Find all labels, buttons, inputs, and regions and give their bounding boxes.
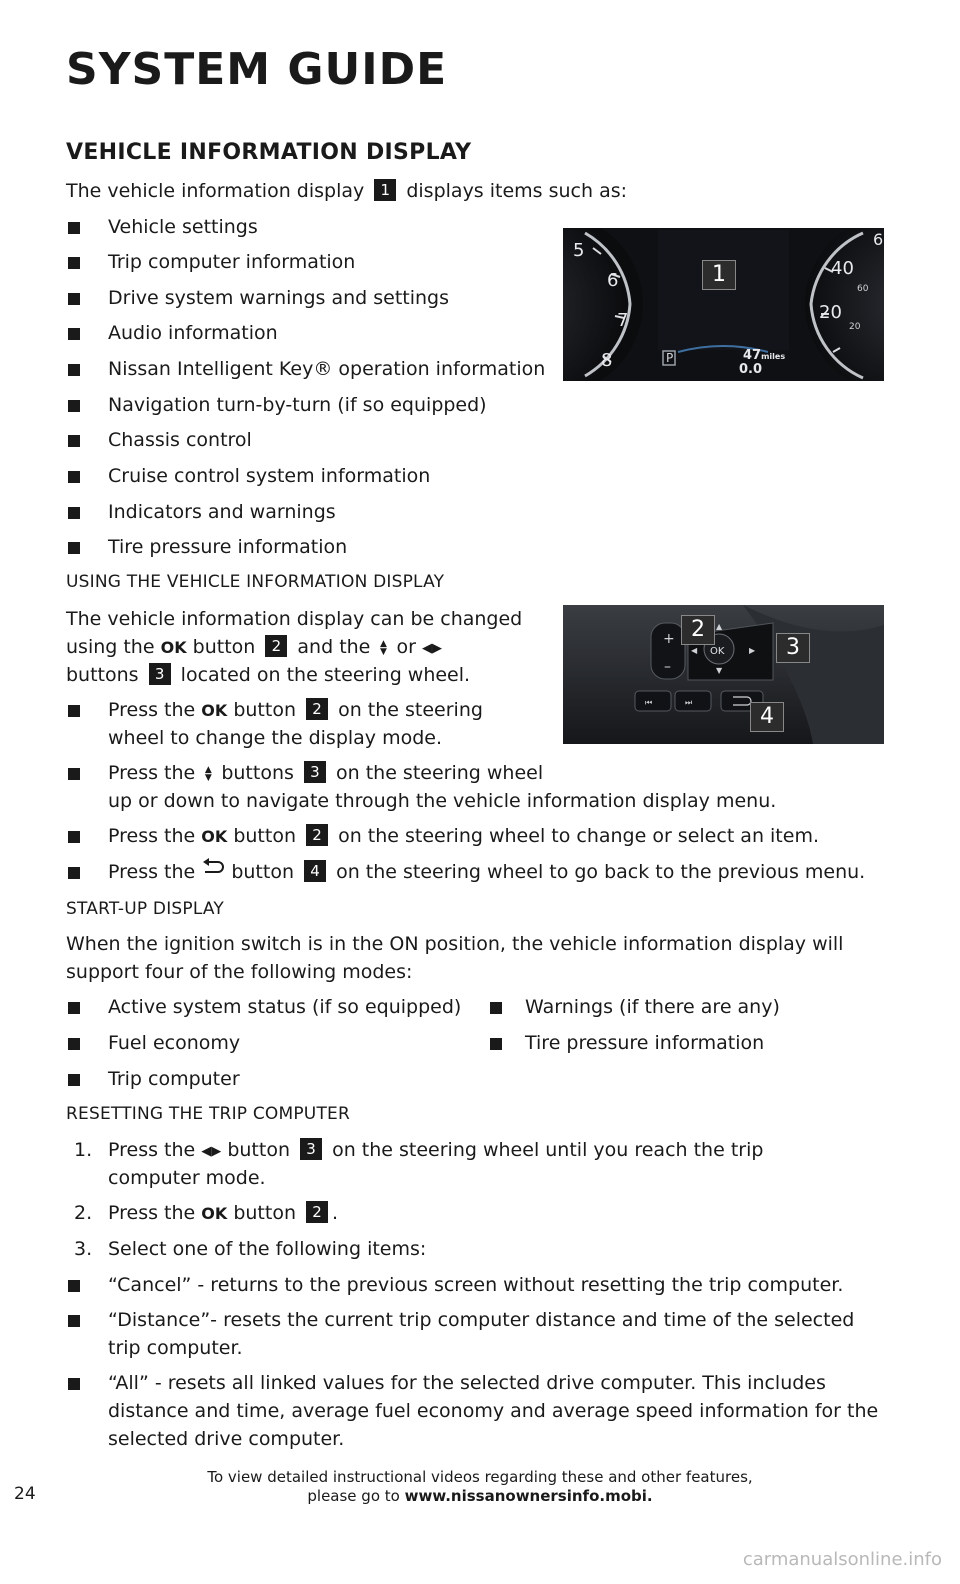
list-item: Audio information	[108, 322, 278, 344]
intro-text-end: displays items such as:	[406, 180, 628, 202]
callout-badge-4: 4	[304, 860, 326, 882]
svg-text:⏮: ⏮	[645, 698, 653, 707]
bullet-icon	[68, 257, 80, 269]
list-item: Indicators and warnings	[108, 501, 336, 523]
startup-heading: START-UP DISPLAY	[66, 899, 225, 919]
bullet-icon	[68, 293, 80, 305]
page-header: SYSTEM GUIDE	[66, 44, 448, 95]
bullet-icon	[68, 1038, 80, 1050]
list-item: Tire pressure information	[108, 536, 348, 558]
using-bullet-2	[108, 759, 543, 787]
section-title: VEHICLE INFORMATION DISPLAY	[66, 140, 472, 165]
callout-4: 4	[750, 702, 784, 732]
speedo-small-label: 60	[857, 284, 869, 294]
text: button	[233, 825, 296, 847]
reset-option-all: “All” - resets all linked values for the selected drive computer. This includes	[108, 1372, 826, 1394]
bullet-icon	[68, 1002, 80, 1014]
step-number: 3.	[74, 1238, 93, 1260]
reset-option-distance-cont: trip computer.	[108, 1337, 243, 1359]
ok-label: OK	[160, 638, 187, 657]
tach-label: 8	[601, 350, 613, 371]
text: on the steering wheel to change or select an item.	[338, 825, 819, 847]
callout-badge-1: 1	[374, 179, 396, 201]
list-item: Trip computer information	[108, 251, 356, 273]
bullet-icon	[68, 328, 80, 340]
text: button	[233, 1202, 296, 1224]
callout-badge-2: 2	[306, 824, 328, 846]
using-line-2	[66, 633, 442, 663]
ok-label: OK	[201, 1204, 228, 1223]
text: Press the	[108, 1202, 196, 1224]
left-right-arrows-icon: ◀▶	[201, 1144, 222, 1159]
bullet-icon	[68, 222, 80, 234]
list-item: Warnings (if there are any)	[525, 996, 780, 1018]
text: using the	[66, 636, 155, 658]
callout-1: 1	[702, 260, 736, 290]
intro-line	[66, 177, 627, 205]
speedo-label: 40	[831, 258, 854, 279]
text: buttons	[66, 664, 139, 686]
bullet-icon	[490, 1038, 502, 1050]
text: Press the	[108, 762, 196, 784]
text: on the steering	[338, 699, 483, 721]
list-item: Trip computer	[108, 1068, 240, 1090]
callout-2: 2	[681, 615, 715, 645]
gear-indicator: P	[666, 351, 674, 365]
using-bullet-1	[108, 696, 483, 725]
using-line-3	[66, 661, 470, 689]
callout-3: 3	[776, 633, 810, 663]
svg-text:◀: ◀	[691, 646, 698, 655]
miles-value: 47	[743, 348, 762, 363]
bullet-icon	[68, 1378, 80, 1390]
intro-text: The vehicle information display	[66, 180, 365, 202]
reset-option-distance: “Distance”- resets the current trip computer distance and time of the selected	[108, 1309, 855, 1331]
bullet-icon	[68, 435, 80, 447]
reset-step-3: Select one of the following items:	[108, 1238, 427, 1260]
bullet-icon	[68, 831, 80, 843]
list-item: Tire pressure information	[525, 1032, 765, 1054]
callout-badge-3: 3	[149, 663, 171, 685]
callout-badge-3: 3	[304, 761, 326, 783]
steering-wheel-graphic	[563, 605, 884, 744]
reset-step-2	[108, 1199, 338, 1228]
bullet-icon	[68, 364, 80, 376]
step-number: 1.	[74, 1139, 93, 1161]
footer-link[interactable]: www.nissanownersinfo.mobi.	[404, 1487, 653, 1505]
using-bullet-2-cont: up or down to navigate through the vehicle information display menu.	[108, 790, 777, 812]
text: button	[233, 699, 296, 721]
bullet-icon	[68, 471, 80, 483]
callout-badge-2: 2	[306, 1201, 328, 1223]
text: button	[227, 1139, 290, 1161]
reset-option-all-cont-2: selected drive computer.	[108, 1428, 345, 1450]
up-down-arrows-icon: ▲ ▼	[204, 765, 212, 783]
list-item: Drive system warnings and settings	[108, 287, 449, 309]
miles-readout	[743, 348, 785, 363]
text: Press the	[108, 1139, 196, 1161]
bullet-icon	[68, 542, 80, 554]
footer-line-2	[0, 1486, 960, 1506]
bullet-icon	[68, 768, 80, 780]
bullet-icon	[68, 1315, 80, 1327]
list-item: Chassis control	[108, 429, 252, 451]
text: please go to	[307, 1487, 400, 1505]
list-item: Fuel economy	[108, 1032, 241, 1054]
instrument-cluster-image	[563, 228, 884, 381]
bullet-icon	[68, 705, 80, 717]
using-bullet-1-cont: wheel to change the display mode.	[108, 727, 443, 749]
reset-heading: RESETTING THE TRIP COMPUTER	[66, 1104, 350, 1124]
text: on the steering wheel to go back to the previous menu.	[336, 861, 866, 883]
callout-badge-2: 2	[306, 698, 328, 720]
speedo-label: 20	[819, 302, 842, 323]
text: button	[231, 861, 294, 883]
reset-option-all-cont: distance and time, average fuel economy and average speed information for the	[108, 1400, 879, 1422]
reset-option-cancel: “Cancel” - returns to the previous screen without resetting the trip computer.	[108, 1274, 844, 1296]
tach-label: 6	[607, 270, 619, 291]
speedo-small-label: 20	[849, 322, 861, 332]
using-bullet-4	[108, 858, 865, 886]
bullet-icon	[490, 1002, 502, 1014]
text: button	[192, 636, 256, 658]
reset-step-1-cont: computer mode.	[108, 1167, 266, 1189]
callout-badge-2: 2	[265, 635, 287, 657]
callout-badge-3: 3	[300, 1138, 322, 1160]
text: on the steering wheel until you reach the trip	[332, 1139, 764, 1161]
text: located on the steering wheel.	[180, 664, 471, 686]
list-item: Nissan Intelligent Key® operation information	[108, 358, 546, 380]
text: Press the	[108, 861, 196, 883]
bullet-icon	[68, 400, 80, 412]
reset-step-1	[108, 1136, 763, 1166]
ok-button-label: OK	[710, 646, 725, 657]
using-heading: USING THE VEHICLE INFORMATION DISPLAY	[66, 572, 445, 592]
svg-text:+: +	[663, 631, 675, 647]
bullet-icon	[68, 1280, 80, 1292]
svg-text:▲: ▲	[716, 622, 723, 631]
using-line-1: The vehicle information display can be changed	[66, 608, 523, 630]
text: on the steering wheel	[336, 762, 544, 784]
left-right-arrows-icon: ◀▶	[421, 641, 442, 656]
speedo-label: 6	[873, 230, 884, 249]
svg-text:⏭: ⏭	[685, 698, 693, 707]
page-number: 24	[14, 1484, 36, 1504]
bullet-icon	[68, 867, 80, 879]
miles-unit: miles	[761, 352, 786, 361]
bullet-icon	[68, 1074, 80, 1086]
using-bullet-3	[108, 822, 819, 851]
ok-label: OK	[201, 827, 228, 846]
text: buttons	[221, 762, 294, 784]
up-down-arrows-icon: ▲ ▼	[379, 639, 387, 657]
svg-text:▼: ▼	[716, 666, 723, 675]
ok-label: OK	[201, 701, 228, 720]
startup-line-2: support four of the following modes:	[66, 961, 413, 983]
text: or	[396, 636, 416, 658]
footer-line-1: To view detailed instructional videos regarding these and other features,	[207, 1468, 753, 1486]
startup-line-1: When the ignition switch is in the ON position, the vehicle information display will	[66, 933, 844, 955]
watermark: carmanualsonline.info	[742, 1549, 942, 1570]
text: Press the	[108, 825, 196, 847]
svg-text:▶: ▶	[749, 646, 756, 655]
bullet-icon	[68, 507, 80, 519]
text: Press the	[108, 699, 196, 721]
tach-label: 7	[617, 310, 629, 331]
steering-wheel-image	[563, 605, 884, 744]
step-number: 2.	[74, 1202, 93, 1224]
back-arrow-icon	[201, 858, 225, 876]
text: and the	[297, 636, 371, 658]
text: .	[332, 1202, 339, 1224]
list-item: Active system status (if so equipped)	[108, 996, 462, 1018]
svg-text:–: –	[664, 659, 671, 675]
list-item: Vehicle settings	[108, 216, 258, 238]
tach-label: 5	[573, 240, 585, 261]
list-item: Navigation turn-by-turn (if so equipped)	[108, 394, 487, 416]
trip-readout: 0.0	[739, 362, 763, 377]
list-item: Cruise control system information	[108, 465, 431, 487]
